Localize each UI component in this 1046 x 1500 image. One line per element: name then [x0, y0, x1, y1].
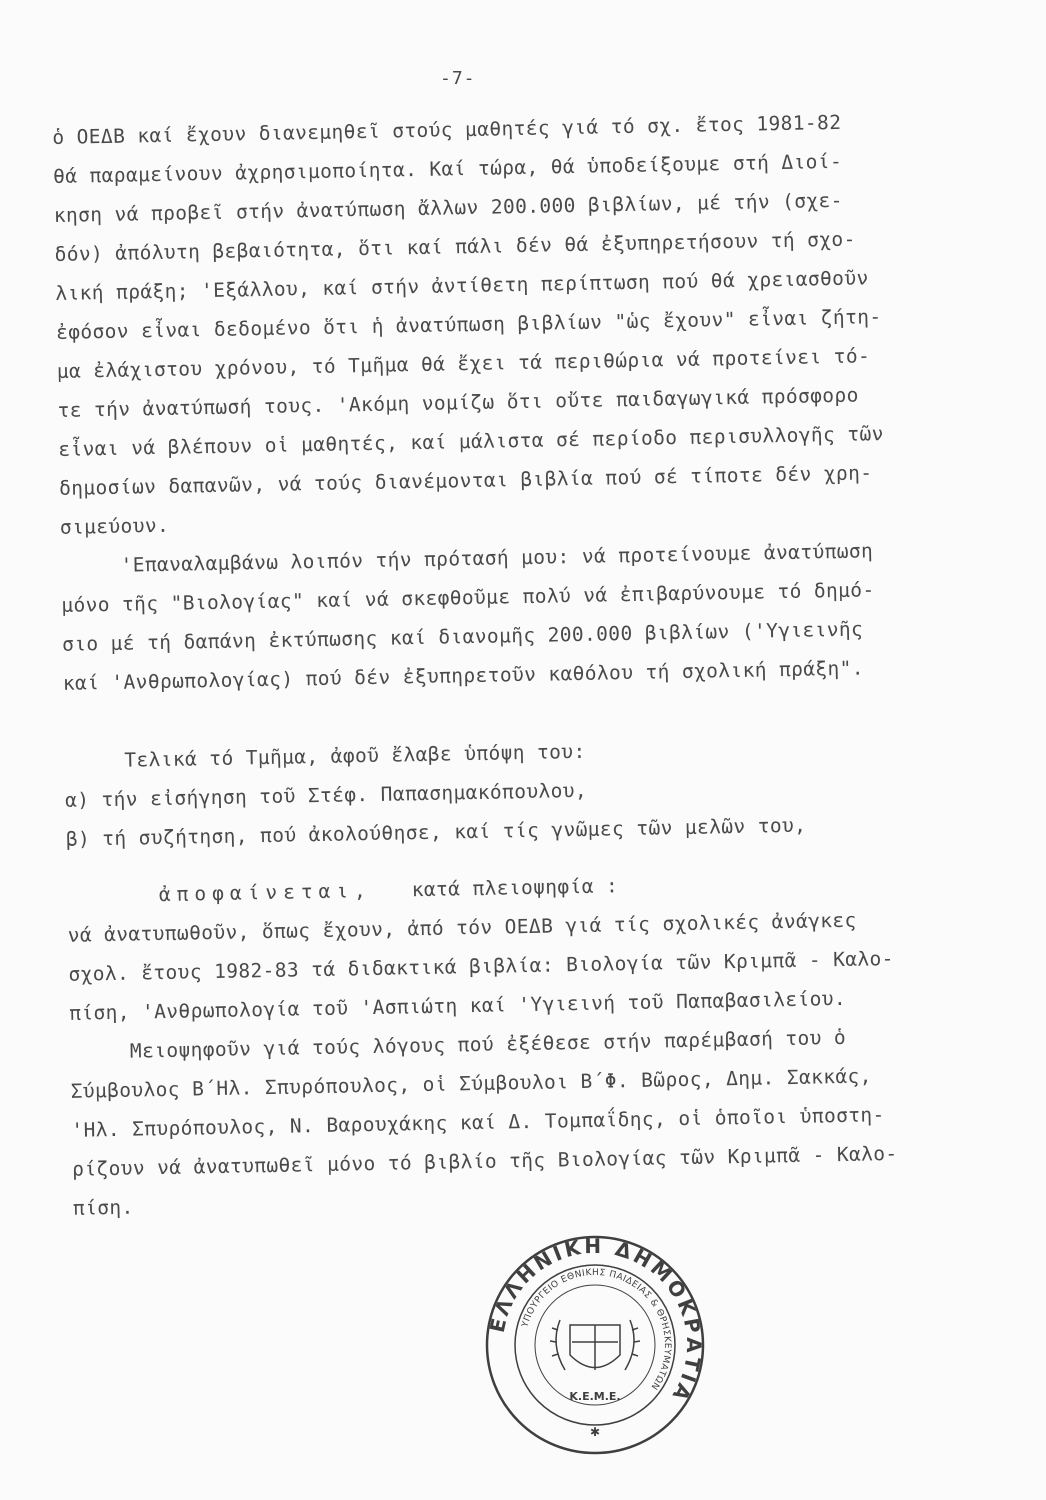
- text-line: Μειοψηφοῦν γιά τούς λόγους πού ἐξέθεσε στήν παρέμβασή του ὁ: [129, 1025, 847, 1063]
- text-line: σχολ. ἔτους 1982-83 τά διδακτικά βιβλία: Βιολογία τῶν Κριμπᾶ - Καλο-: [68, 946, 895, 986]
- seal-outer-text: ΕΛΛΗΝΙΚΗ ΔΗΜΟΚΡΑΤΙΑ: [484, 1233, 707, 1408]
- text-line: 'Ηλ. Σπυρόπουλος, Ν. Βαρουχάκης καί Δ. Τομπαΐδης, οἱ ὁποῖοι ὑποστη-: [71, 1103, 885, 1142]
- text-line: κηση νά προβεῖ στήν ἀνατύπωση ἄλλων 200.000 βιβλίων, μέ τήν (σχε-: [53, 188, 844, 227]
- text-line: ρίζουν νά ἀνατυπωθεῖ μόνο τό βιβλίο τῆς Βιολογίας τῶν Κριμπᾶ - Καλο-: [71, 1141, 898, 1181]
- text-line: δόν) ἀπόλυτη βεβαιότητα, ὅτι καί πάλι δέν θά ἐξυπηρετήσουν τή σχο-: [54, 227, 856, 266]
- text-line: λική πράξη; 'Εξάλλου, καί στήν ἀντίθετη περίπτωση πού θά χρειασθοῦν: [55, 266, 869, 305]
- text-line: δημοσίων δαπανῶν, νά τούς διανέμονται βιβλία πού σέ τίποτε δέν χρη-: [58, 461, 873, 500]
- text-line: μα ἐλάχιστου χρόνου, τό Τμῆμα θά ἔχει τά περιθώρια νά προτείνει τό-: [56, 344, 871, 383]
- text-line: πίση, 'Ανθρωπολογία τοῦ 'Ασπιώτη καί 'Υγιεινή τοῦ Παπαβασιλείου.: [68, 986, 847, 1025]
- text-line: σιμεύουν.: [59, 513, 170, 539]
- paragraph-2: [60, 528, 1023, 702]
- page-number: -7-: [440, 68, 476, 89]
- decision-intro: Τελικά τό Τμῆμα, ἀφοῦ ἔλαβε ὑπόψη του:: [124, 739, 586, 772]
- text-line: μόνο τῆς "Βιολογίας" καί νά σκεφθοῦμε πολύ νά ἐπιβαρύνουμε τό δημό-: [61, 578, 875, 617]
- body-text: [52, 100, 1033, 1228]
- text-line: ὁ ΟΕΔΒ καί ἔχουν διανεμηθεῖ στούς μαθητές γιά τό σχ. ἔτος 1981-82: [52, 110, 842, 149]
- seal-graphic: [480, 1230, 710, 1460]
- coat-of-arms-icon: [550, 1320, 640, 1370]
- text-line: νά ἀνατυπωθοῦν, ὅπως ἔχουν, ἀπό τόν ΟΕΔΒ γιά τίς σχολικές ἀνάγκες: [67, 908, 857, 947]
- list-item-a: α) τήν εἰσήγηση τοῦ Στέφ. Παπασημακόπουλου,: [64, 778, 588, 812]
- text-line: ἐφόσον εἶναι δεδομένο ὅτι ἡ ἀνατύπωση βιβλίων "ὡς ἔχουν" εἶναι ζήτη-: [55, 305, 882, 344]
- text-line: σιο μέ τή δαπάνη ἐκτύπωσης καί διανομῆς 200.000 βιβλίων ('Υγιεινῆς: [61, 617, 864, 656]
- list-item-b: β) τή συζήτηση, πού ἀκολούθησε, καί τίς γνῶμες τῶν μελῶν του,: [65, 813, 807, 851]
- text-line: τε τήν ἀνατύπωσή τους. 'Ακόμη νομίζω ὅτι οὔτε παιδαγωγικά πρόσφορο: [57, 383, 859, 422]
- decides-spaced: ἀποφαίνεται,: [158, 879, 373, 907]
- seal-inner-text: ΥΠΟΥΡΓΕΙΟ ΕΘΝΙΚΗΣ ΠΑΙΔΕΙΑΣ & ΘΡΗΣΚΕΥΜΑΤΩΝ: [520, 1267, 673, 1392]
- text-line: Σύμβουλος Β΄Ηλ. Σπυρόπουλος, οἱ Σύμβουλοι Β΄Φ. Βῶρος, Δημ. Σακκάς,: [70, 1064, 873, 1103]
- paragraph-4: [70, 1014, 1034, 1227]
- star-icon: ✱: [589, 1425, 601, 1439]
- text-line: 'Επαναλαμβάνω λοιπόν τήν πρότασή μου: νά προτείνουμε ἀνατύπωση: [120, 539, 874, 577]
- text-line: καί 'Ανθρωπολογίας) πού δέν ἐξυπηρετοῦν καθόλου τή σχολική πράξη".: [62, 656, 865, 695]
- text-line: θά παραμείνουν ἀχρησιμοποίητα. Καί τώρα, θά ὑποδείξουμε στή Διοί-: [52, 149, 843, 188]
- decides-rest: κατά πλειοψηφία :: [411, 874, 619, 902]
- seal-bottom-text: Κ.Ε.Μ.Ε.: [569, 1390, 621, 1403]
- text-line: πίση.: [72, 1195, 134, 1220]
- paragraph-3: [67, 897, 1029, 1032]
- paragraph-1: [52, 100, 1020, 547]
- text-line: εἶναι νά βλέπουν οἱ μαθητές, καί μάλιστα σέ περίοδο περισυλλογῆς τῶν: [58, 422, 884, 461]
- official-seal-stamp: [480, 1230, 710, 1460]
